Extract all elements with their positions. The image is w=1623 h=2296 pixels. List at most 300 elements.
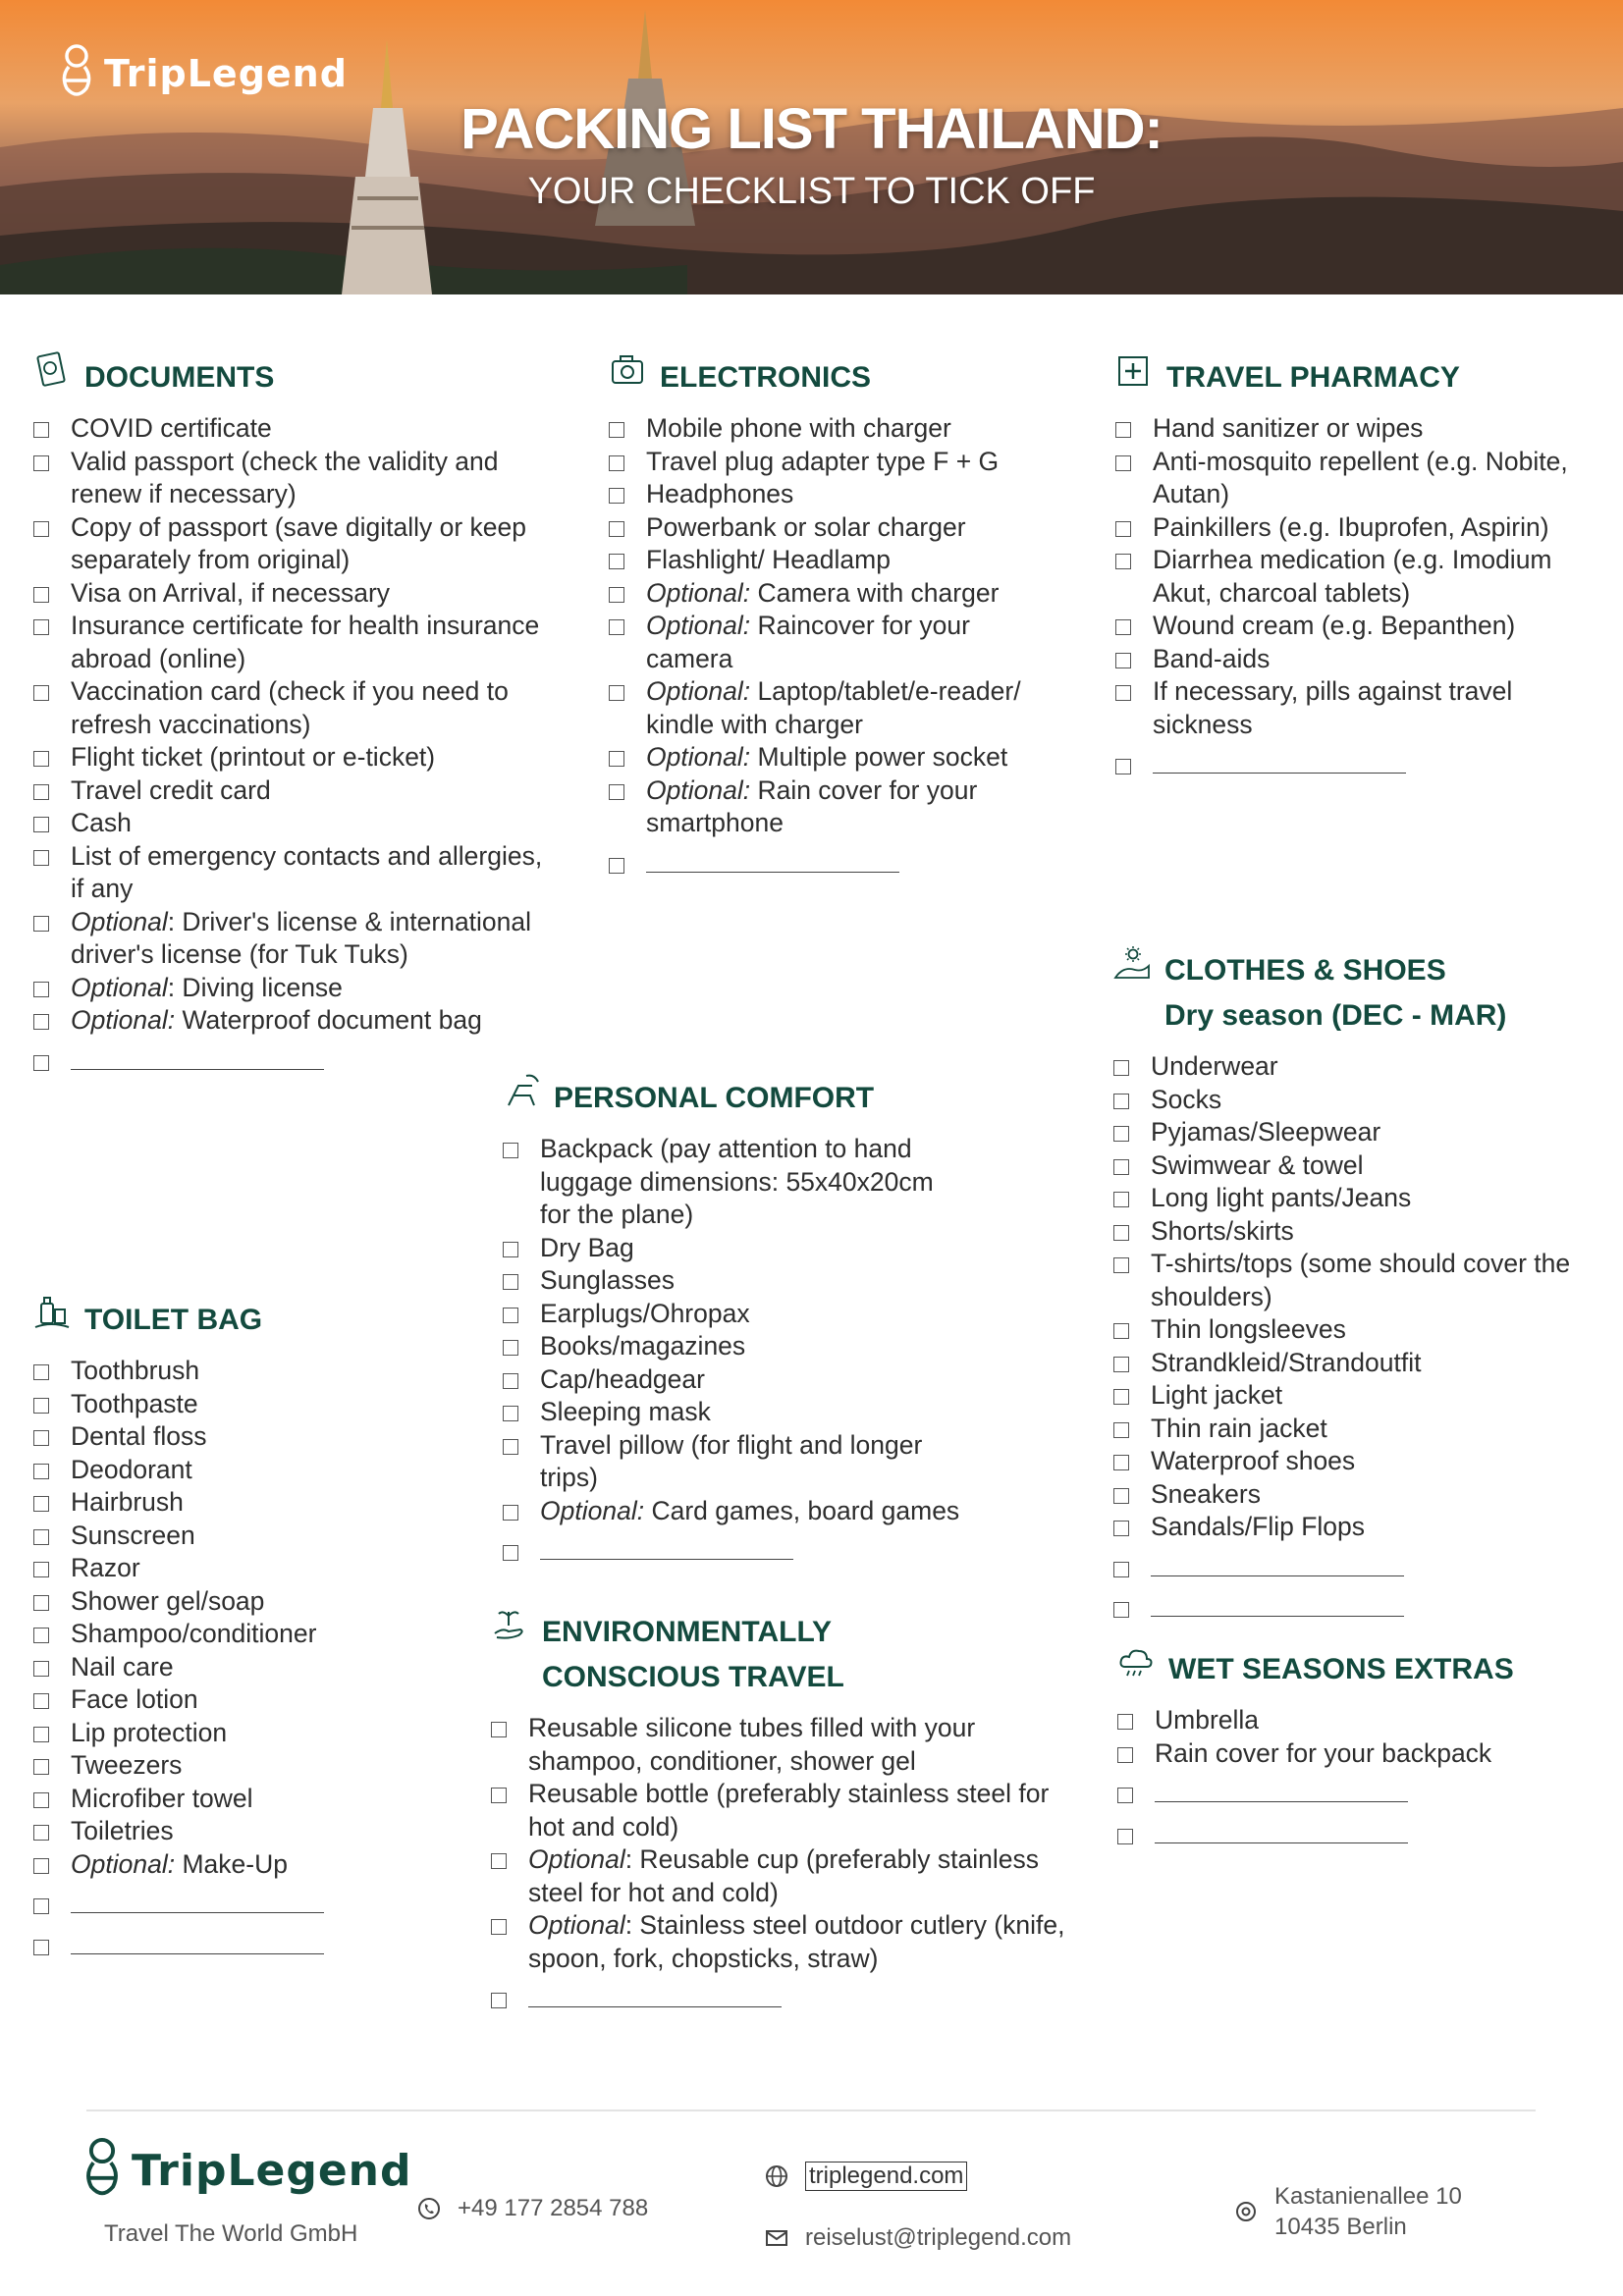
checkbox[interactable] xyxy=(503,1505,518,1521)
item-text-line: Books/magazines xyxy=(540,1331,746,1361)
footer-website[interactable] xyxy=(764,2162,967,2191)
blank-checklist-item[interactable] xyxy=(1115,749,1606,782)
checklist-item[interactable] xyxy=(503,1495,1013,1528)
checkbox[interactable] xyxy=(33,1496,49,1512)
checkbox[interactable] xyxy=(33,784,49,800)
checkbox[interactable] xyxy=(503,1143,518,1158)
checklist-item[interactable] xyxy=(33,1717,446,1750)
checklist-item[interactable] xyxy=(503,1264,1013,1298)
blank-checklist-item[interactable] xyxy=(33,1889,446,1922)
checkbox[interactable] xyxy=(1113,1323,1129,1339)
checkbox[interactable] xyxy=(1115,653,1131,668)
checkbox[interactable] xyxy=(1113,1562,1129,1577)
item-text-line: hot and cold) xyxy=(528,1811,679,1842)
section-travel-pharmacy xyxy=(1115,355,1606,782)
item-text-line: Optional: Make-Up xyxy=(71,1848,288,1879)
checkbox[interactable] xyxy=(1115,554,1131,569)
checklist-item[interactable] xyxy=(33,1651,446,1684)
checklist-item[interactable] xyxy=(33,1004,583,1038)
checkbox[interactable] xyxy=(33,1464,49,1479)
checkbox[interactable] xyxy=(1113,1455,1129,1470)
checkbox[interactable] xyxy=(609,455,624,471)
checkbox[interactable] xyxy=(503,1340,518,1356)
checkbox[interactable] xyxy=(609,858,624,874)
section-title: WET SEASONS EXTRAS xyxy=(1168,1653,1514,1685)
triplegend-logo-icon xyxy=(59,43,94,104)
item-text-line: Dry Bag xyxy=(540,1232,634,1262)
item-text-line: Razor xyxy=(71,1553,140,1582)
checkbox[interactable] xyxy=(609,587,624,603)
checkbox[interactable] xyxy=(609,685,624,701)
header-logo[interactable] xyxy=(59,43,348,104)
checklist-item[interactable] xyxy=(33,511,583,577)
checkbox[interactable] xyxy=(609,554,624,569)
checklist-item[interactable] xyxy=(33,1848,446,1882)
checkbox[interactable] xyxy=(503,1274,518,1290)
item-text-line: Mobile phone with charger xyxy=(646,413,951,443)
optional-prefix: Optional: xyxy=(646,676,751,706)
checkbox[interactable] xyxy=(1113,1159,1129,1175)
checklist-item[interactable] xyxy=(1113,1413,1614,1446)
checkbox[interactable] xyxy=(491,1993,507,2008)
blank-checklist-item[interactable] xyxy=(1113,1552,1614,1585)
item-text-line: Sunglasses xyxy=(540,1265,676,1295)
checkbox[interactable] xyxy=(609,488,624,504)
checkbox[interactable] xyxy=(503,1242,518,1257)
checklist-item[interactable] xyxy=(33,972,583,1005)
checklist-item[interactable] xyxy=(1113,1084,1614,1117)
checklist-item[interactable] xyxy=(609,675,1070,741)
section-title: DOCUMENTS xyxy=(84,361,275,394)
checkbox[interactable] xyxy=(33,817,49,832)
checkbox[interactable] xyxy=(609,521,624,537)
item-text-line: kindle with charger xyxy=(646,709,863,739)
checkbox[interactable] xyxy=(503,1308,518,1323)
item-text-line: separately from original) xyxy=(71,545,351,574)
checklist-item[interactable] xyxy=(609,610,1070,675)
item-text-line: Dental floss xyxy=(71,1421,207,1451)
checkbox[interactable] xyxy=(1115,759,1131,774)
item-text-line: Akut, charcoal tablets) xyxy=(1153,577,1411,608)
section-title: TRAVEL PHARMACY xyxy=(1166,361,1460,394)
checkbox[interactable] xyxy=(609,422,624,438)
checkbox[interactable] xyxy=(1113,1094,1129,1109)
checklist-item[interactable] xyxy=(1115,675,1606,741)
envelope-icon xyxy=(764,2227,789,2249)
checkbox[interactable] xyxy=(609,784,624,800)
page-subtitle: YOUR CHECKLIST TO TICK OFF xyxy=(527,171,1096,212)
checkbox[interactable] xyxy=(33,1595,49,1611)
checklist-item[interactable] xyxy=(503,1232,1013,1265)
item-text-line: Toothpaste xyxy=(71,1388,198,1418)
optional-prefix: Optional: xyxy=(646,742,751,772)
checklist-item[interactable] xyxy=(609,412,1070,446)
blank-checklist-item[interactable] xyxy=(503,1535,1013,1569)
optional-prefix: Optional xyxy=(528,1844,625,1874)
item-text-line: Optional: Diving license xyxy=(71,972,343,1002)
website-link[interactable]: triplegend.com xyxy=(805,2162,967,2191)
checkbox[interactable] xyxy=(33,982,49,997)
checkbox[interactable] xyxy=(1113,1389,1129,1405)
checklist-item[interactable] xyxy=(1113,1445,1614,1478)
checklist-item[interactable] xyxy=(33,1355,446,1388)
checklist-item[interactable] xyxy=(33,1749,446,1783)
checkbox[interactable] xyxy=(1113,1521,1129,1536)
checklist-item[interactable] xyxy=(1113,1182,1614,1215)
checkbox[interactable] xyxy=(1113,1126,1129,1142)
checkbox[interactable] xyxy=(33,1792,49,1808)
checklist-item[interactable] xyxy=(503,1429,1013,1495)
blank-write-line[interactable] xyxy=(540,1535,793,1560)
checklist-item[interactable] xyxy=(1113,1478,1614,1512)
section-wet-seasons-extras xyxy=(1117,1647,1608,1851)
checkbox[interactable] xyxy=(1115,455,1131,471)
checkbox[interactable] xyxy=(33,916,49,932)
hand-plant-icon xyxy=(491,1606,528,1643)
section-title: CLOTHES & SHOES xyxy=(1164,954,1446,987)
checklist-item[interactable] xyxy=(491,1712,1119,1778)
item-text-line: Shampoo/conditioner xyxy=(71,1619,317,1648)
checkbox[interactable] xyxy=(609,751,624,767)
item-text-line: Rain cover for your backpack xyxy=(1155,1737,1492,1768)
item-text-line: smartphone xyxy=(646,808,784,837)
checklist-item[interactable] xyxy=(1115,412,1606,446)
checkbox[interactable] xyxy=(1113,1357,1129,1372)
checkbox[interactable] xyxy=(491,1788,507,1803)
checkbox[interactable] xyxy=(33,1825,49,1841)
item-text-line: Underwear xyxy=(1151,1051,1278,1081)
checklist-item[interactable] xyxy=(503,1363,1013,1397)
item-text-line: Socks xyxy=(1151,1084,1222,1114)
checkbox[interactable] xyxy=(33,521,49,537)
checklist-item[interactable] xyxy=(33,741,583,774)
checklist-item[interactable] xyxy=(1113,1347,1614,1380)
section-clothes-shoes xyxy=(1113,948,1614,1626)
optional-prefix: Optional xyxy=(71,972,168,1002)
optional-prefix: Optional xyxy=(71,906,168,936)
page-title: PACKING LIST THAILAND: xyxy=(460,97,1163,161)
checkbox[interactable] xyxy=(1113,1225,1129,1241)
checkbox[interactable] xyxy=(33,1562,49,1577)
optional-prefix: Optional: xyxy=(646,611,751,640)
footer-email[interactable] xyxy=(764,2224,1071,2252)
checklist-item[interactable] xyxy=(33,1388,446,1421)
item-text-line: Face lotion xyxy=(71,1684,198,1714)
checklist-item[interactable] xyxy=(33,807,583,840)
checklist-item[interactable] xyxy=(609,478,1070,511)
checkbox[interactable] xyxy=(491,1919,507,1935)
optional-prefix: Optional: xyxy=(540,1495,645,1525)
checkbox[interactable] xyxy=(33,1858,49,1874)
blank-write-line[interactable] xyxy=(646,848,899,873)
checklist-item[interactable] xyxy=(1117,1737,1608,1771)
checkbox[interactable] xyxy=(33,685,49,701)
item-text-line: Sandals/Flip Flops xyxy=(1151,1512,1365,1541)
item-text-line: Optional: Multiple power socket xyxy=(646,742,1008,772)
item-text-line: Earplugs/Ohropax xyxy=(540,1298,750,1328)
header-banner xyxy=(0,0,1623,294)
blank-write-line[interactable] xyxy=(1155,1819,1408,1843)
item-text-line: renew if necessary) xyxy=(71,479,297,508)
checklist-item[interactable] xyxy=(491,1843,1119,1909)
checklist-item[interactable] xyxy=(609,544,1070,577)
checklist-item[interactable] xyxy=(33,840,583,906)
item-text-line: If necessary, pills against travel xyxy=(1153,676,1513,706)
item-text-line: Toiletries xyxy=(71,1816,174,1845)
optional-prefix: Optional: xyxy=(71,1848,176,1879)
item-text-line: Swimwear & towel xyxy=(1151,1149,1364,1180)
section-documents xyxy=(33,355,583,1078)
section-toilet-bag xyxy=(33,1298,446,1962)
checkbox[interactable] xyxy=(1117,1829,1133,1844)
address-city: 10435 Berlin xyxy=(1274,2214,1407,2240)
blank-checklist-item[interactable] xyxy=(33,1045,583,1079)
checklist-item[interactable] xyxy=(33,1618,446,1651)
item-text-line: Toothbrush xyxy=(71,1356,200,1385)
checklist-item[interactable] xyxy=(33,906,583,972)
checklist-item[interactable] xyxy=(491,1909,1119,1975)
checkbox[interactable] xyxy=(503,1545,518,1561)
item-text-line: Lip protection xyxy=(71,1717,228,1747)
item-text-line: Shorts/skirts xyxy=(1151,1215,1294,1246)
item-text-line: Insurance certificate for health insurance xyxy=(71,611,540,640)
email-address[interactable]: reiselust@triplegend.com xyxy=(805,2224,1072,2251)
item-text-line: Wound cream (e.g. Bepanthen) xyxy=(1153,611,1516,640)
item-text-line: if any xyxy=(71,874,134,903)
checkbox[interactable] xyxy=(1113,1060,1129,1076)
section-environmentally-conscious-travel xyxy=(491,1610,1119,2016)
checkbox[interactable] xyxy=(33,1364,49,1380)
blank-checklist-item[interactable] xyxy=(491,1983,1119,2016)
footer-divider xyxy=(86,2109,1536,2111)
item-text-line: Optional: Waterproof document bag xyxy=(71,1005,482,1035)
address-street: Kastanienallee 10 xyxy=(1274,2183,1462,2210)
item-text-line: trips) xyxy=(540,1463,598,1492)
blank-write-line[interactable] xyxy=(71,1930,324,1954)
blank-write-line[interactable] xyxy=(1151,1592,1404,1617)
checkbox[interactable] xyxy=(1113,1422,1129,1438)
blank-write-line[interactable] xyxy=(1151,1552,1404,1576)
item-text-line: Cap/headgear xyxy=(540,1363,705,1394)
checklist-item[interactable] xyxy=(609,446,1070,479)
checkbox[interactable] xyxy=(1115,685,1131,701)
item-text-line: Optional: Rain cover for your xyxy=(646,774,978,805)
phone-number: +49 177 2854 788 xyxy=(458,2195,649,2221)
checkbox[interactable] xyxy=(1113,1257,1129,1273)
checklist-item[interactable] xyxy=(33,1585,446,1619)
checklist-item[interactable] xyxy=(1113,1313,1614,1347)
item-text-line: List of emergency contacts and allergies, xyxy=(71,840,543,871)
checkbox[interactable] xyxy=(1113,1488,1129,1504)
checklist-item[interactable] xyxy=(1113,1379,1614,1413)
checkbox[interactable] xyxy=(1115,422,1131,438)
item-text-line: Sunscreen xyxy=(71,1520,195,1550)
blank-write-line[interactable] xyxy=(1155,1778,1408,1802)
checkbox[interactable] xyxy=(33,1661,49,1677)
checkbox[interactable] xyxy=(33,1430,49,1446)
blank-checklist-item[interactable] xyxy=(1113,1592,1614,1626)
item-text-line: Cash xyxy=(71,808,132,837)
item-text-line: Waterproof shoes xyxy=(1151,1446,1356,1475)
optional-prefix: Optional xyxy=(528,1910,625,1940)
checklist-item[interactable] xyxy=(609,577,1070,611)
checkbox[interactable] xyxy=(503,1406,518,1421)
checkbox[interactable] xyxy=(33,1628,49,1643)
item-text-line: Autan) xyxy=(1153,479,1230,508)
checklist-item[interactable] xyxy=(33,774,583,808)
checklist-item[interactable] xyxy=(1113,1116,1614,1149)
item-text-line: spoon, fork, chopsticks, straw) xyxy=(528,1943,879,1973)
checkbox[interactable] xyxy=(33,619,49,635)
item-text-line: Optional: Laptop/tablet/e-reader/ xyxy=(646,676,1021,706)
blank-checklist-item[interactable] xyxy=(609,848,1070,881)
footer-logo[interactable] xyxy=(82,2136,412,2205)
checklist-item[interactable] xyxy=(503,1298,1013,1331)
checkbox[interactable] xyxy=(1117,1714,1133,1730)
section-electronics xyxy=(609,355,1070,881)
checklist-item[interactable] xyxy=(33,577,583,611)
checklist-item[interactable] xyxy=(33,1520,446,1553)
item-text-line: Deodorant xyxy=(71,1454,192,1484)
checkbox[interactable] xyxy=(503,1373,518,1389)
item-text-line: steel for hot and cold) xyxy=(528,1877,779,1907)
checklist-item[interactable] xyxy=(33,1783,446,1816)
checkbox[interactable] xyxy=(33,1898,49,1914)
checkbox[interactable] xyxy=(33,1398,49,1414)
blank-write-line[interactable] xyxy=(71,1045,324,1070)
checkbox[interactable] xyxy=(33,1529,49,1545)
checklist-item[interactable] xyxy=(503,1396,1013,1429)
toiletry-bag-icon xyxy=(33,1294,71,1331)
checkbox[interactable] xyxy=(33,1055,49,1071)
checklist-item[interactable] xyxy=(1115,511,1606,545)
checklist-item[interactable] xyxy=(1115,610,1606,643)
checkbox[interactable] xyxy=(33,751,49,767)
checklist-item[interactable] xyxy=(33,1486,446,1520)
item-text-line: Powerbank or solar charger xyxy=(646,511,966,542)
checklist-item[interactable] xyxy=(33,412,583,446)
section-heading xyxy=(609,355,1070,400)
item-text-line: Band-aids xyxy=(1153,643,1271,673)
item-text-line: Nail care xyxy=(71,1651,174,1682)
blank-checklist-item[interactable] xyxy=(1117,1819,1608,1852)
checklist-item[interactable] xyxy=(609,511,1070,545)
section-personal-comfort xyxy=(503,1076,1013,1569)
blank-checklist-item[interactable] xyxy=(1117,1778,1608,1811)
item-text-line: abroad (online) xyxy=(71,643,246,673)
blank-write-line[interactable] xyxy=(1153,749,1406,774)
section-heading xyxy=(503,1076,1013,1121)
optional-prefix: Optional: xyxy=(646,577,751,608)
checklist-item[interactable] xyxy=(33,1454,446,1487)
item-text-line: Flashlight/ Headlamp xyxy=(646,545,891,574)
checklist-item[interactable] xyxy=(33,446,583,511)
item-text-line: for the plane) xyxy=(540,1200,694,1229)
checklist-item[interactable] xyxy=(1113,1215,1614,1249)
item-text-line: driver's license (for Tuk Tuks) xyxy=(71,939,408,969)
item-text-line: Optional: Stainless steel outdoor cutlery (knife, xyxy=(528,1910,1065,1940)
section-title: ENVIRONMENTALLY xyxy=(542,1616,833,1648)
item-text-line: Optional: Raincover for your xyxy=(646,611,970,640)
checkbox[interactable] xyxy=(33,1759,49,1775)
checklist-item[interactable] xyxy=(1113,1050,1614,1084)
checklist-item[interactable] xyxy=(33,1552,446,1585)
checklist-item[interactable] xyxy=(491,1778,1119,1843)
item-text-line: Travel credit card xyxy=(71,774,271,805)
item-text-line: shampoo, conditioner, shower gel xyxy=(528,1745,916,1776)
checklist-item[interactable] xyxy=(33,610,583,675)
checklist-item[interactable] xyxy=(33,675,583,741)
checkbox[interactable] xyxy=(609,619,624,635)
blank-write-line[interactable] xyxy=(71,1889,324,1913)
checklist-item[interactable] xyxy=(609,741,1070,774)
blank-write-line[interactable] xyxy=(528,1983,782,2007)
item-text-line: Headphones xyxy=(646,479,794,508)
item-text-line: Light jacket xyxy=(1151,1380,1283,1410)
checkbox[interactable] xyxy=(33,587,49,603)
checklist-item[interactable] xyxy=(1113,1511,1614,1544)
checklist-item[interactable] xyxy=(1113,1149,1614,1183)
globe-icon xyxy=(764,2163,789,2189)
checklist-item[interactable] xyxy=(1117,1704,1608,1737)
checklist-item[interactable] xyxy=(503,1133,1013,1232)
blank-checklist-item[interactable] xyxy=(33,1930,446,1963)
checkbox[interactable] xyxy=(33,422,49,438)
checkbox[interactable] xyxy=(33,1940,49,1955)
item-text-line: Visa on Arrival, if necessary xyxy=(71,577,391,608)
item-text-line: Pyjamas/Sleepwear xyxy=(1151,1117,1381,1147)
checkbox[interactable] xyxy=(1113,1192,1129,1207)
checklist-item[interactable] xyxy=(1115,544,1606,610)
item-text-line: T-shirts/tops (some should cover the xyxy=(1151,1249,1571,1278)
checkbox[interactable] xyxy=(491,1853,507,1869)
checklist-item[interactable] xyxy=(609,774,1070,840)
checkbox[interactable] xyxy=(1117,1747,1133,1763)
checkbox[interactable] xyxy=(1117,1788,1133,1803)
checkbox[interactable] xyxy=(491,1722,507,1737)
checklist-item[interactable] xyxy=(1113,1248,1614,1313)
item-text-line: Optional: Driver's license & international xyxy=(71,906,532,936)
item-text-line: camera xyxy=(646,643,733,673)
item-text-line: Microfiber towel xyxy=(71,1783,253,1813)
checkbox[interactable] xyxy=(33,1014,49,1030)
item-text-line: Diarrhea medication (e.g. Imodium xyxy=(1153,545,1552,574)
checklist-item[interactable] xyxy=(33,1420,446,1454)
rain-cloud-icon xyxy=(1117,1643,1155,1681)
checklist-item[interactable] xyxy=(1115,446,1606,511)
checkbox[interactable] xyxy=(33,1693,49,1709)
checkbox[interactable] xyxy=(33,455,49,471)
checkbox[interactable] xyxy=(33,1727,49,1742)
checklist-item[interactable] xyxy=(503,1330,1013,1363)
checkbox[interactable] xyxy=(1115,521,1131,537)
section-title: ELECTRONICS xyxy=(660,361,872,394)
checklist-item[interactable] xyxy=(33,1683,446,1717)
sun-desert-icon xyxy=(1113,944,1151,982)
section-title: PERSONAL COMFORT xyxy=(554,1082,875,1114)
checkbox[interactable] xyxy=(503,1439,518,1455)
item-text-line: COVID certificate xyxy=(71,413,272,443)
item-text-line: refresh vaccinations) xyxy=(71,709,311,739)
optional-prefix: Optional: xyxy=(71,1005,176,1035)
checklist-item[interactable] xyxy=(33,1815,446,1848)
item-text-line: Optional: Reusable cup (preferably stainless xyxy=(528,1844,1039,1874)
checkbox[interactable] xyxy=(1115,619,1131,635)
beach-chair-icon xyxy=(503,1072,540,1109)
checklist-item[interactable] xyxy=(1115,643,1606,676)
checkbox[interactable] xyxy=(33,850,49,866)
footer-phone[interactable] xyxy=(416,2195,648,2222)
